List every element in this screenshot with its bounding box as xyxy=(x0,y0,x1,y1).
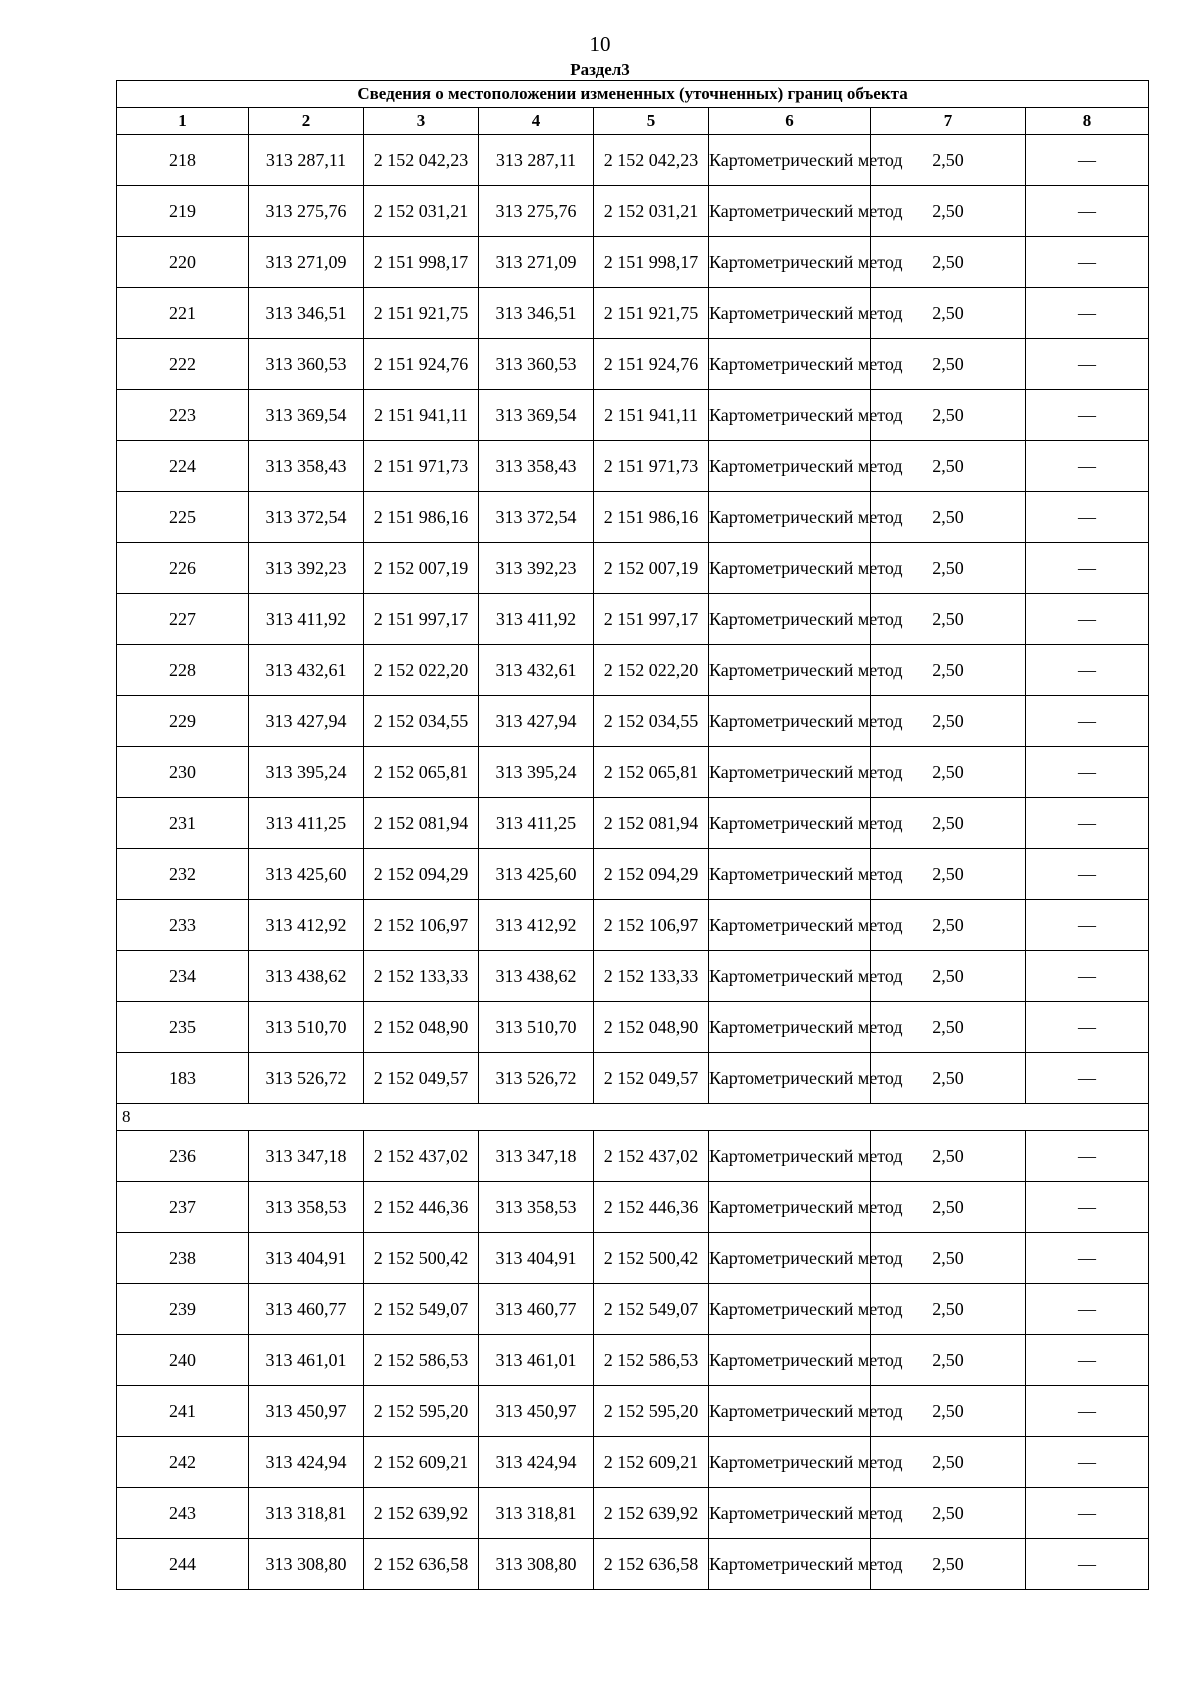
table-row xyxy=(117,237,1149,288)
y-existing-cell: 2 152 639,92 xyxy=(364,1488,479,1539)
method-cell: Картометрический метод xyxy=(709,747,871,798)
description-cell: — xyxy=(1026,135,1149,186)
accuracy-cell: 2,50 xyxy=(871,288,1026,339)
description-cell: — xyxy=(1026,543,1149,594)
description-cell: — xyxy=(1026,1233,1149,1284)
x-existing-cell: 313 287,11 xyxy=(249,135,364,186)
point-number-cell: 223 xyxy=(117,390,249,441)
x-existing-cell: 313 358,53 xyxy=(249,1182,364,1233)
y-new-cell: 2 152 034,55 xyxy=(594,696,709,747)
y-new-cell: 2 152 586,53 xyxy=(594,1335,709,1386)
y-existing-cell: 2 151 921,75 xyxy=(364,288,479,339)
y-existing-cell: 2 152 106,97 xyxy=(364,900,479,951)
table-row xyxy=(117,390,1149,441)
y-new-cell: 2 151 998,17 xyxy=(594,237,709,288)
y-existing-cell: 2 152 065,81 xyxy=(364,747,479,798)
description-cell: — xyxy=(1026,339,1149,390)
method-cell: Картометрический метод xyxy=(709,1233,871,1284)
y-new-cell: 2 151 941,11 xyxy=(594,390,709,441)
table-row xyxy=(117,1002,1149,1053)
table-row xyxy=(117,747,1149,798)
y-new-cell: 2 152 065,81 xyxy=(594,747,709,798)
accuracy-cell: 2,50 xyxy=(871,1284,1026,1335)
point-number-cell: 242 xyxy=(117,1437,249,1488)
y-existing-cell: 2 152 500,42 xyxy=(364,1233,479,1284)
description-cell: — xyxy=(1026,1131,1149,1182)
method-cell: Картометрический метод xyxy=(709,1182,871,1233)
y-new-cell: 2 152 042,23 xyxy=(594,135,709,186)
y-existing-cell: 2 152 022,20 xyxy=(364,645,479,696)
x-new-cell: 313 395,24 xyxy=(479,747,594,798)
x-new-cell: 313 526,72 xyxy=(479,1053,594,1104)
y-existing-cell: 2 151 941,11 xyxy=(364,390,479,441)
point-number-cell: 244 xyxy=(117,1539,249,1590)
point-number-cell: 233 xyxy=(117,900,249,951)
x-existing-cell: 313 432,61 xyxy=(249,645,364,696)
x-existing-cell: 313 392,23 xyxy=(249,543,364,594)
method-cell: Картометрический метод xyxy=(709,798,871,849)
table-row xyxy=(117,492,1149,543)
x-existing-cell: 313 411,25 xyxy=(249,798,364,849)
description-cell: — xyxy=(1026,696,1149,747)
y-new-cell: 2 152 048,90 xyxy=(594,1002,709,1053)
table-row xyxy=(117,339,1149,390)
description-cell: — xyxy=(1026,288,1149,339)
y-existing-cell: 2 152 586,53 xyxy=(364,1335,479,1386)
y-existing-cell: 2 152 081,94 xyxy=(364,798,479,849)
accuracy-cell: 2,50 xyxy=(871,186,1026,237)
description-cell: — xyxy=(1026,1488,1149,1539)
column-header: 5 xyxy=(594,108,709,135)
method-cell: Картометрический метод xyxy=(709,237,871,288)
x-new-cell: 313 404,91 xyxy=(479,1233,594,1284)
method-cell: Картометрический метод xyxy=(709,1335,871,1386)
x-existing-cell: 313 425,60 xyxy=(249,849,364,900)
y-existing-cell: 2 152 007,19 xyxy=(364,543,479,594)
method-cell: Картометрический метод xyxy=(709,1053,871,1104)
method-cell: Картометрический метод xyxy=(709,288,871,339)
table-caption: Сведения о местоположении измененных (уточненных) границ объекта xyxy=(117,81,1149,108)
method-cell: Картометрический метод xyxy=(709,441,871,492)
x-existing-cell: 313 372,54 xyxy=(249,492,364,543)
table-row xyxy=(117,951,1149,1002)
accuracy-cell: 2,50 xyxy=(871,1386,1026,1437)
x-new-cell: 313 275,76 xyxy=(479,186,594,237)
x-existing-cell: 313 460,77 xyxy=(249,1284,364,1335)
point-number-cell: 241 xyxy=(117,1386,249,1437)
table-row xyxy=(117,1335,1149,1386)
method-cell: Картометрический метод xyxy=(709,1539,871,1590)
accuracy-cell: 2,50 xyxy=(871,696,1026,747)
y-existing-cell: 2 151 998,17 xyxy=(364,237,479,288)
table-row xyxy=(117,900,1149,951)
x-new-cell: 313 438,62 xyxy=(479,951,594,1002)
accuracy-cell: 2,50 xyxy=(871,951,1026,1002)
table-row xyxy=(117,1437,1149,1488)
point-number-cell: 238 xyxy=(117,1233,249,1284)
group-row xyxy=(117,1104,1149,1131)
y-existing-cell: 2 152 609,21 xyxy=(364,1437,479,1488)
description-cell: — xyxy=(1026,747,1149,798)
accuracy-cell: 2,50 xyxy=(871,1002,1026,1053)
y-existing-cell: 2 152 094,29 xyxy=(364,849,479,900)
x-new-cell: 313 369,54 xyxy=(479,390,594,441)
method-cell: Картометрический метод xyxy=(709,951,871,1002)
x-existing-cell: 313 347,18 xyxy=(249,1131,364,1182)
table-row xyxy=(117,1182,1149,1233)
y-existing-cell: 2 152 042,23 xyxy=(364,135,479,186)
y-new-cell: 2 152 446,36 xyxy=(594,1182,709,1233)
method-cell: Картометрический метод xyxy=(709,135,871,186)
table-row xyxy=(117,135,1149,186)
accuracy-cell: 2,50 xyxy=(871,1053,1026,1104)
x-existing-cell: 313 461,01 xyxy=(249,1335,364,1386)
accuracy-cell: 2,50 xyxy=(871,798,1026,849)
point-number-cell: 224 xyxy=(117,441,249,492)
y-new-cell: 2 152 094,29 xyxy=(594,849,709,900)
page-number: 10 xyxy=(589,32,611,56)
accuracy-cell: 2,50 xyxy=(871,441,1026,492)
table-row xyxy=(117,1386,1149,1437)
point-number-cell: 183 xyxy=(117,1053,249,1104)
method-cell: Картометрический метод xyxy=(709,186,871,237)
description-cell: — xyxy=(1026,390,1149,441)
y-existing-cell: 2 152 437,02 xyxy=(364,1131,479,1182)
method-cell: Картометрический метод xyxy=(709,1437,871,1488)
point-number-cell: 236 xyxy=(117,1131,249,1182)
x-new-cell: 313 287,11 xyxy=(479,135,594,186)
y-new-cell: 2 152 106,97 xyxy=(594,900,709,951)
table-row xyxy=(117,798,1149,849)
point-number-cell: 228 xyxy=(117,645,249,696)
x-new-cell: 313 432,61 xyxy=(479,645,594,696)
accuracy-cell: 2,50 xyxy=(871,135,1026,186)
accuracy-cell: 2,50 xyxy=(871,849,1026,900)
accuracy-cell: 2,50 xyxy=(871,1131,1026,1182)
method-cell: Картометрический метод xyxy=(709,390,871,441)
description-cell: — xyxy=(1026,900,1149,951)
description-cell: — xyxy=(1026,1437,1149,1488)
description-cell: — xyxy=(1026,1053,1149,1104)
x-existing-cell: 313 369,54 xyxy=(249,390,364,441)
x-new-cell: 313 392,23 xyxy=(479,543,594,594)
point-number-cell: 220 xyxy=(117,237,249,288)
y-existing-cell: 2 152 636,58 xyxy=(364,1539,479,1590)
point-number-cell: 230 xyxy=(117,747,249,798)
method-cell: Картометрический метод xyxy=(709,543,871,594)
point-number-cell: 227 xyxy=(117,594,249,645)
description-cell: — xyxy=(1026,1539,1149,1590)
table-row xyxy=(117,288,1149,339)
column-header-row xyxy=(117,108,1149,135)
column-header: 4 xyxy=(479,108,594,135)
method-cell: Картометрический метод xyxy=(709,339,871,390)
point-number-cell: 218 xyxy=(117,135,249,186)
x-existing-cell: 313 424,94 xyxy=(249,1437,364,1488)
x-new-cell: 313 360,53 xyxy=(479,339,594,390)
description-cell: — xyxy=(1026,798,1149,849)
table-row xyxy=(117,1539,1149,1590)
x-new-cell: 313 308,80 xyxy=(479,1539,594,1590)
y-new-cell: 2 151 924,76 xyxy=(594,339,709,390)
description-cell: — xyxy=(1026,1284,1149,1335)
description-cell: — xyxy=(1026,951,1149,1002)
method-cell: Картометрический метод xyxy=(709,1386,871,1437)
x-existing-cell: 313 412,92 xyxy=(249,900,364,951)
accuracy-cell: 2,50 xyxy=(871,543,1026,594)
table-row xyxy=(117,441,1149,492)
y-new-cell: 2 152 595,20 xyxy=(594,1386,709,1437)
accuracy-cell: 2,50 xyxy=(871,1437,1026,1488)
y-existing-cell: 2 152 049,57 xyxy=(364,1053,479,1104)
x-new-cell: 313 510,70 xyxy=(479,1002,594,1053)
x-new-cell: 313 412,92 xyxy=(479,900,594,951)
method-cell: Картометрический метод xyxy=(709,645,871,696)
x-existing-cell: 313 346,51 xyxy=(249,288,364,339)
accuracy-cell: 2,50 xyxy=(871,594,1026,645)
y-existing-cell: 2 151 971,73 xyxy=(364,441,479,492)
point-number-cell: 219 xyxy=(117,186,249,237)
x-new-cell: 313 372,54 xyxy=(479,492,594,543)
x-new-cell: 313 271,09 xyxy=(479,237,594,288)
column-header: 3 xyxy=(364,108,479,135)
point-number-cell: 226 xyxy=(117,543,249,594)
point-number-cell: 243 xyxy=(117,1488,249,1539)
table-row xyxy=(117,1131,1149,1182)
y-new-cell: 2 152 500,42 xyxy=(594,1233,709,1284)
method-cell: Картометрический метод xyxy=(709,594,871,645)
x-existing-cell: 313 450,97 xyxy=(249,1386,364,1437)
description-cell: — xyxy=(1026,237,1149,288)
method-cell: Картометрический метод xyxy=(709,1131,871,1182)
point-number-cell: 237 xyxy=(117,1182,249,1233)
x-new-cell: 313 425,60 xyxy=(479,849,594,900)
accuracy-cell: 2,50 xyxy=(871,1182,1026,1233)
y-new-cell: 2 152 007,19 xyxy=(594,543,709,594)
point-number-cell: 221 xyxy=(117,288,249,339)
section-title: Раздел3 xyxy=(570,60,630,79)
description-cell: — xyxy=(1026,594,1149,645)
accuracy-cell: 2,50 xyxy=(871,492,1026,543)
point-number-cell: 231 xyxy=(117,798,249,849)
y-existing-cell: 2 152 595,20 xyxy=(364,1386,479,1437)
x-new-cell: 313 411,25 xyxy=(479,798,594,849)
x-existing-cell: 313 526,72 xyxy=(249,1053,364,1104)
accuracy-cell: 2,50 xyxy=(871,1539,1026,1590)
y-existing-cell: 2 151 997,17 xyxy=(364,594,479,645)
y-new-cell: 2 152 022,20 xyxy=(594,645,709,696)
table-row xyxy=(117,1488,1149,1539)
method-cell: Картометрический метод xyxy=(709,849,871,900)
point-number-cell: 229 xyxy=(117,696,249,747)
x-existing-cell: 313 360,53 xyxy=(249,339,364,390)
x-new-cell: 313 346,51 xyxy=(479,288,594,339)
table-row xyxy=(117,696,1149,747)
method-cell: Картометрический метод xyxy=(709,1284,871,1335)
table-body xyxy=(117,135,1149,1590)
point-number-cell: 235 xyxy=(117,1002,249,1053)
accuracy-cell: 2,50 xyxy=(871,747,1026,798)
y-existing-cell: 2 152 048,90 xyxy=(364,1002,479,1053)
y-existing-cell: 2 152 034,55 xyxy=(364,696,479,747)
y-existing-cell: 2 151 924,76 xyxy=(364,339,479,390)
y-new-cell: 2 152 031,21 xyxy=(594,186,709,237)
x-new-cell: 313 424,94 xyxy=(479,1437,594,1488)
y-new-cell: 2 151 997,17 xyxy=(594,594,709,645)
accuracy-cell: 2,50 xyxy=(871,237,1026,288)
y-new-cell: 2 152 609,21 xyxy=(594,1437,709,1488)
method-cell: Картометрический метод xyxy=(709,1002,871,1053)
x-new-cell: 313 358,43 xyxy=(479,441,594,492)
y-new-cell: 2 152 049,57 xyxy=(594,1053,709,1104)
accuracy-cell: 2,50 xyxy=(871,339,1026,390)
description-cell: — xyxy=(1026,1002,1149,1053)
point-number-cell: 225 xyxy=(117,492,249,543)
x-existing-cell: 313 438,62 xyxy=(249,951,364,1002)
x-existing-cell: 313 271,09 xyxy=(249,237,364,288)
description-cell: — xyxy=(1026,492,1149,543)
column-header: 6 xyxy=(709,108,871,135)
point-number-cell: 240 xyxy=(117,1335,249,1386)
group-label: 8 xyxy=(117,1104,1149,1131)
method-cell: Картометрический метод xyxy=(709,1488,871,1539)
x-existing-cell: 313 427,94 xyxy=(249,696,364,747)
y-existing-cell: 2 152 133,33 xyxy=(364,951,479,1002)
y-new-cell: 2 152 639,92 xyxy=(594,1488,709,1539)
y-new-cell: 2 151 971,73 xyxy=(594,441,709,492)
point-number-cell: 232 xyxy=(117,849,249,900)
column-header: 8 xyxy=(1026,108,1149,135)
method-cell: Картометрический метод xyxy=(709,900,871,951)
x-existing-cell: 313 275,76 xyxy=(249,186,364,237)
method-cell: Картометрический метод xyxy=(709,696,871,747)
x-new-cell: 313 411,92 xyxy=(479,594,594,645)
x-existing-cell: 313 395,24 xyxy=(249,747,364,798)
description-cell: — xyxy=(1026,1335,1149,1386)
table-row xyxy=(117,594,1149,645)
method-cell: Картометрический метод xyxy=(709,492,871,543)
accuracy-cell: 2,50 xyxy=(871,1233,1026,1284)
x-new-cell: 313 358,53 xyxy=(479,1182,594,1233)
column-header: 1 xyxy=(117,108,249,135)
x-existing-cell: 313 510,70 xyxy=(249,1002,364,1053)
y-new-cell: 2 152 133,33 xyxy=(594,951,709,1002)
x-new-cell: 313 347,18 xyxy=(479,1131,594,1182)
x-new-cell: 313 450,97 xyxy=(479,1386,594,1437)
x-new-cell: 313 427,94 xyxy=(479,696,594,747)
y-existing-cell: 2 152 446,36 xyxy=(364,1182,479,1233)
point-number-cell: 239 xyxy=(117,1284,249,1335)
x-existing-cell: 313 404,91 xyxy=(249,1233,364,1284)
table-row xyxy=(117,543,1149,594)
x-existing-cell: 313 318,81 xyxy=(249,1488,364,1539)
table-row xyxy=(117,1053,1149,1104)
description-cell: — xyxy=(1026,1386,1149,1437)
x-new-cell: 313 460,77 xyxy=(479,1284,594,1335)
x-new-cell: 313 318,81 xyxy=(479,1488,594,1539)
y-new-cell: 2 152 437,02 xyxy=(594,1131,709,1182)
description-cell: — xyxy=(1026,1182,1149,1233)
description-cell: — xyxy=(1026,849,1149,900)
point-number-cell: 222 xyxy=(117,339,249,390)
x-existing-cell: 313 308,80 xyxy=(249,1539,364,1590)
description-cell: — xyxy=(1026,645,1149,696)
description-cell: — xyxy=(1026,186,1149,237)
accuracy-cell: 2,50 xyxy=(871,900,1026,951)
coordinates-table xyxy=(116,80,1149,1590)
y-new-cell: 2 152 549,07 xyxy=(594,1284,709,1335)
accuracy-cell: 2,50 xyxy=(871,1488,1026,1539)
accuracy-cell: 2,50 xyxy=(871,390,1026,441)
table-row xyxy=(117,186,1149,237)
point-number-cell: 234 xyxy=(117,951,249,1002)
y-new-cell: 2 151 986,16 xyxy=(594,492,709,543)
table-row xyxy=(117,645,1149,696)
table-row xyxy=(117,1284,1149,1335)
table-row xyxy=(117,1233,1149,1284)
column-header: 2 xyxy=(249,108,364,135)
y-existing-cell: 2 152 549,07 xyxy=(364,1284,479,1335)
accuracy-cell: 2,50 xyxy=(871,645,1026,696)
x-new-cell: 313 461,01 xyxy=(479,1335,594,1386)
y-new-cell: 2 152 636,58 xyxy=(594,1539,709,1590)
y-new-cell: 2 152 081,94 xyxy=(594,798,709,849)
description-cell: — xyxy=(1026,441,1149,492)
y-existing-cell: 2 152 031,21 xyxy=(364,186,479,237)
x-existing-cell: 313 411,92 xyxy=(249,594,364,645)
column-header: 7 xyxy=(871,108,1026,135)
table-row xyxy=(117,849,1149,900)
y-existing-cell: 2 151 986,16 xyxy=(364,492,479,543)
accuracy-cell: 2,50 xyxy=(871,1335,1026,1386)
x-existing-cell: 313 358,43 xyxy=(249,441,364,492)
y-new-cell: 2 151 921,75 xyxy=(594,288,709,339)
